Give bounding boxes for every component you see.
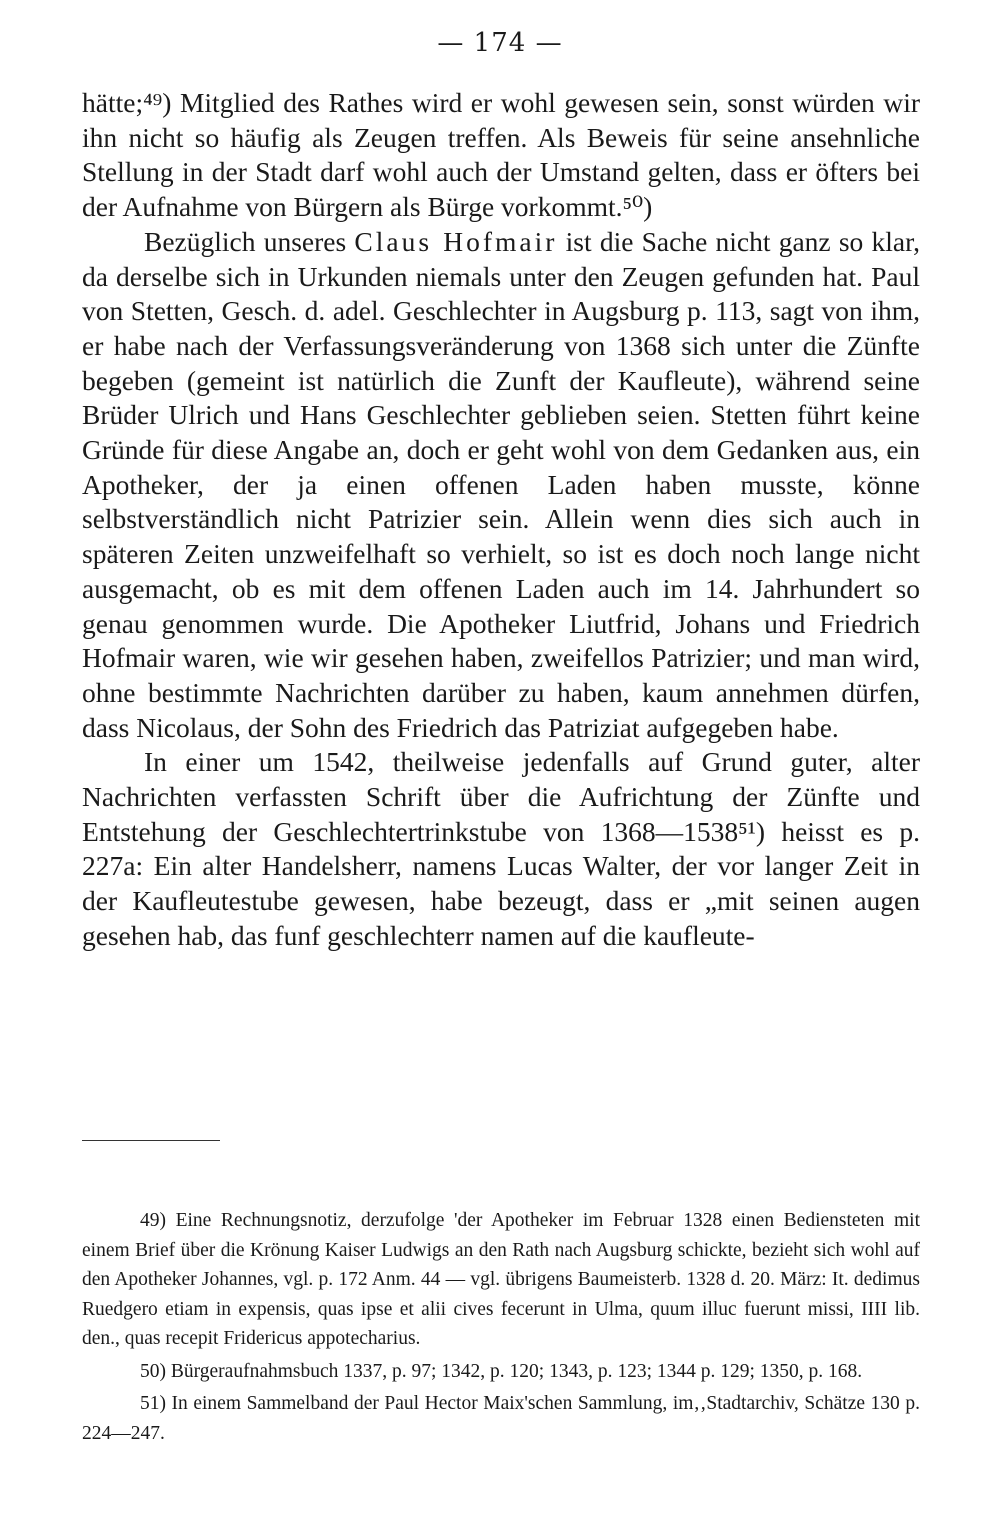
paragraph-1: hätte;⁴⁹) Mitglied des Rathes wird er wohl gewesen sein, sonst würden wir ihn nicht so häufig als Zeugen treffen. Als Beweis für seine ansehnliche Stellung in der Stadt darf wohl auch der Umstand gelten, dass er öfters bei der Aufnahme von Bürgern als Bürge vorkommt.⁵⁰) bbox=[82, 87, 920, 223]
paragraph-3: In einer um 1542, theilweise jedenfalls auf Grund guter, alter Nachrichten verfassten Schrift über die Aufrichtung der Zünfte und Entstehung der Geschlechtertrinkstube von 1368—1538⁵¹) heisst es p. 227a: Ein alter Handelsherr, namens Lucas Walter, der vor langer Zeit in der Kaufleutestube gewesen, habe bezeugt, dass er „mit seinen augen gesehen hab, das funf geschlechterr namen auf die kaufleute- bbox=[82, 746, 920, 951]
footnote-51: 51) In einem Sammelband der Paul Hector Maix'schen Sammlung, im‚‚Stadtarchiv, Schätze 130 p. 224—247. bbox=[82, 1393, 920, 1444]
footnotes bbox=[82, 1206, 920, 1451]
page-number: — 174 — bbox=[437, 28, 563, 58]
main-text bbox=[82, 86, 920, 954]
footnote-49: 49) Eine Rechnungsnotiz, derzufolge 'der Apotheker im Februar 1328 einen Bediensteten mit einem Brief über die Krönung Kaiser Ludwigs an den Rath nach Augsburg schickte, bezieht sich wohl auf den Apotheker Johannes, vgl. p. 172 Anm. 44 — vgl. übrigens Baumeisterb. 1328 d. 20. März: It. dedimus Ruedgero etiam in expensis, quas ipse et alii cives fecerunt in Ulma, quum illuc fuerunt missi, IIII lib. den., quas recepit Fridericus appotecharius. bbox=[82, 1210, 920, 1349]
paragraph-2-start: Bezüglich unseres bbox=[144, 225, 347, 257]
footnote-divider bbox=[82, 1140, 220, 1141]
paragraph-2-rest: ist die Sache nicht ganz so klar, da derselbe sich in Urkunden niemals unter den Zeugen gefunden hat. Paul von Stetten, Gesch. d. adel. Geschlechter in Augsburg p. 113, sagt von ihm, er habe nach der Verfassungsveränderung von 1368 sich unter die Zünfte begeben (gemeint ist natürlich die Zunft der Kaufleute), während seine Brüder Ulrich und Hans Geschlechter geblieben seien. Stetten führt keine Gründe für diese Angabe an, doch er geht wohl von dem Gedanken aus, ein Apotheker, der ja einen offenen Laden haben musste, könne selbstverständlich nicht Patrizier sein. Allein wenn dies sich auch in späteren Zeiten unzweifelhaft so verhielt, so ist es doch noch lange nicht ausgemacht, ob es mit dem offenen Laden auch im 14. Jahrhundert so genau genommen wurde. Die Apotheker Liutfrid, Johans und Friedrich Hofmair waren, wie wir gesehen haben, zweifellos Patrizier; und man wird, ohne bestimmte Nachrichten darüber zu haben, kaum annehmen dürfen, dass Nicolaus, der Sohn des Friedrich das Patriziat aufgegeben habe. bbox=[82, 225, 921, 743]
paragraph-2 bbox=[82, 225, 920, 746]
footnote-50: 50) Bürgeraufnahmsbuch 1337, p. 97; 1342, p. 120; 1343, p. 123; 1344 p. 129; 1350, p. 168. bbox=[140, 1360, 863, 1382]
emphasized-name: Claus Hofmair bbox=[354, 225, 558, 257]
